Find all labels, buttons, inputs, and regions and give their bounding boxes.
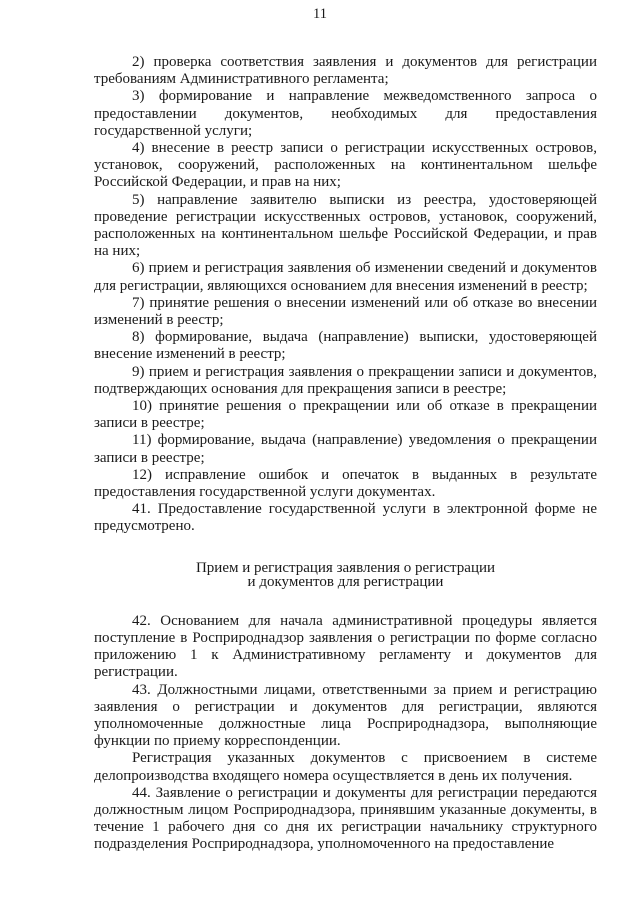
list-item: 6) прием и регистрация заявления об изменении сведений и документов для регистрации, являющихся основанием для внесения изменений в реестр; [94, 260, 597, 294]
list-item: 10) принятие решения о прекращении или об отказе в прекращении записи в реестре; [94, 398, 597, 432]
list-item: 4) внесение в реестр записи о регистрации искусственных островов, установок, сооружений, расположенных на континентальном шельфе Российской Федерации, и прав на них; [94, 140, 597, 191]
clause-paragraph: 42. Основанием для начала административной процедуры является поступление в Росприроднадзор заявления о регистрации по форме согласно приложению 1 к Административному регламенту и документов для регистрации. [94, 612, 597, 681]
section-heading-line: и документов для регистрации [247, 573, 444, 590]
page-number: 11 [313, 6, 327, 22]
list-item: 12) исправление ошибок и опечаток в выданных в результате предоставления государственной услуги документах. [94, 466, 597, 501]
section-heading-line: Прием и регистрация заявления о регистрации [195, 559, 496, 576]
section-heading [94, 561, 597, 589]
list-item: 8) формирование, выдача (направление) выписки, удостоверяющей внесение изменений в реестр; [94, 329, 597, 363]
list-item: 9) прием и регистрация заявления о прекращении записи и документов, подтверждающих основания для прекращения записи в реестре; [94, 363, 597, 397]
clause-paragraph: Регистрация указанных документов с присвоением в системе делопроизводства входящего номера осуществляется в день их получения. [94, 750, 597, 784]
list-item: 2) проверка соответствия заявления и документов для регистрации требованиям Административного регламента; [94, 54, 597, 88]
list-item: 3) формирование и направление межведомственного запроса о предоставлении документов, необходимых для предоставления государственной услуги; [94, 88, 597, 139]
list-item: 11) формирование, выдача (направление) уведомления о прекращении записи в реестре; [94, 432, 597, 466]
list-item: 7) принятие решения о внесении изменений или об отказе во внесении изменений в реестр; [94, 294, 597, 329]
clause-paragraph: 41. Предоставление государственной услуги в электронной форме не предусмотрено. [94, 501, 597, 535]
clause-paragraph: 43. Должностными лицами, ответственными за прием и регистрацию заявления о регистрации и документов для регистрации, являются уполномоченные должностные лица Росприроднадзора, выполняющие функции по приему корреспонденции. [94, 681, 597, 750]
document-body [94, 54, 597, 854]
list-item: 5) направление заявителю выписки из реестра, удостоверяющей проведение регистрации искусственных островов, установок, сооружений, расположенных на континентальном шельфе Российской Федерации, и прав на них; [94, 191, 597, 260]
clause-paragraph: 44. Заявление о регистрации и документы для регистрации передаются должностным лицом Росприроднадзора, принявшим указанные документы, в течение 1 рабочего дня со дня их регистрации начальнику структурного подразделения Росприроднадзора, уполномоченного на предоставление [94, 784, 597, 853]
